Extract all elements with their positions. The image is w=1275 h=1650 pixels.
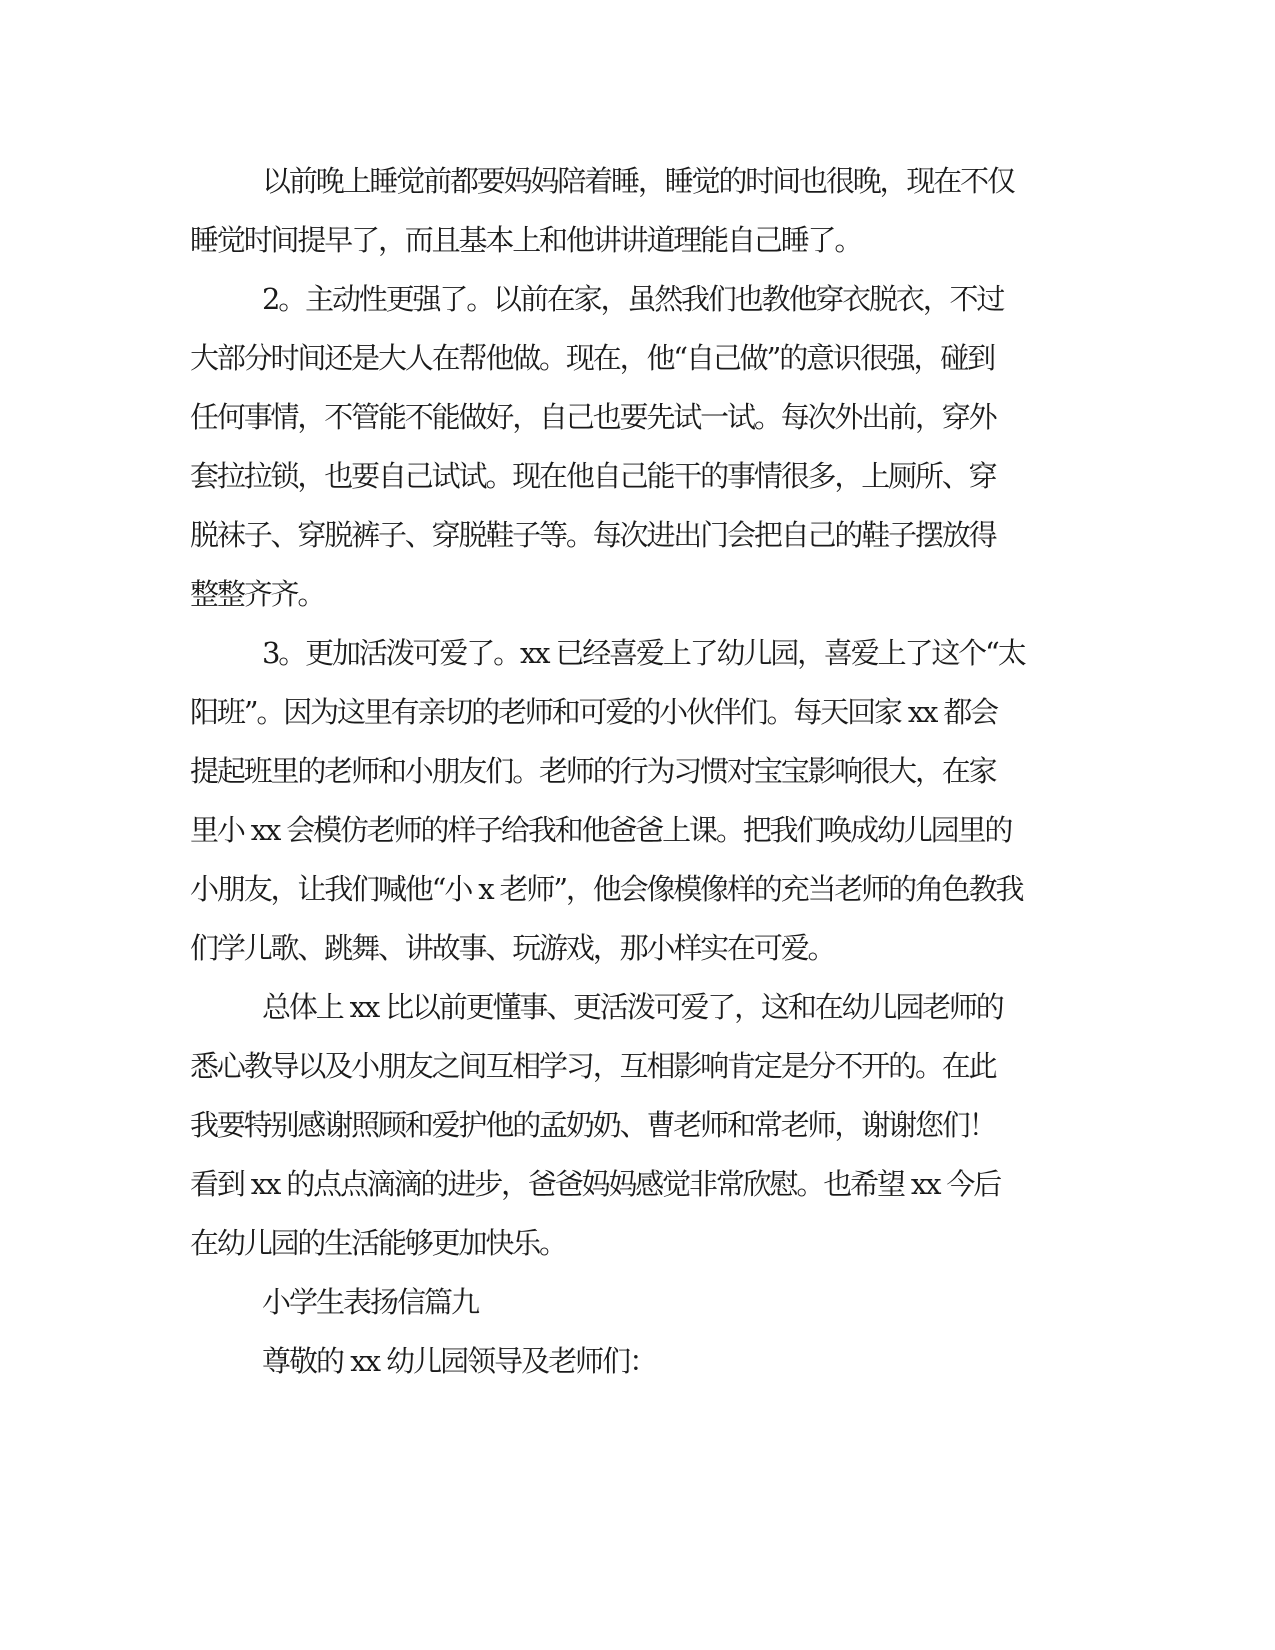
text-line: 悉心教导以及小朋友之间互相学习，互相影响肯定是分不开的。在此: [190, 1049, 996, 1083]
text-line: 我要特别感谢照顾和爱护他的孟奶奶、曹老师和常老师，谢谢您们！: [190, 1108, 996, 1142]
text-line: 脱袜子、穿脱裤子、穿脱鞋子等。每次进出门会把自己的鞋子摆放得: [190, 518, 996, 552]
text-line: 在幼儿园的生活能够更加快乐。: [190, 1226, 566, 1260]
text-line: 整整齐齐。: [190, 577, 325, 611]
salutation-line: 尊敬的 xx 幼儿园领导及老师们：: [262, 1344, 657, 1378]
text-line: 睡觉时间提早了，而且基本上和他讲讲道理能自己睡了。: [190, 223, 862, 257]
text-line: 2。主动性更强了。以前在家，虽然我们也教他穿衣脱衣，不过: [262, 282, 1004, 316]
text-line: 提起班里的老师和小朋友们。老师的行为习惯对宝宝影响很大，在家: [190, 754, 996, 788]
text-line: 里小 xx 会模仿老师的样子给我和他爸爸上课。把我们唤成幼儿园里的: [190, 813, 1012, 847]
text-line: 套拉拉锁，也要自己试试。现在他自己能干的事情很多，上厕所、穿: [190, 459, 996, 493]
text-line: 们学儿歌、跳舞、讲故事、玩游戏，那小样实在可爱。: [190, 931, 835, 965]
text-line: 任何事情，不管能不能做好，自己也要先试一试。每次外出前，穿外: [190, 400, 996, 434]
text-line: 小朋友，让我们喊他“小 x 老师”，他会像模像样的充当老师的角色教我: [190, 872, 1023, 906]
text-line: 看到 xx 的点点滴滴的进步，爸爸妈妈感觉非常欣慰。也希望 xx 今后: [190, 1167, 1001, 1201]
text-line: 阳班”。因为这里有亲切的老师和可爱的小伙伴们。每天回家 xx 都会: [190, 695, 998, 729]
text-line: 3。更加活泼可爱了。xx 已经喜爱上了幼儿园，喜爱上了这个“太: [262, 636, 1025, 670]
text-line: 总体上 xx 比以前更懂事、更活泼可爱了，这和在幼儿园老师的: [262, 990, 1003, 1024]
text-line: 以前晚上睡觉前都要妈妈陪着睡，睡觉的时间也很晚，现在不仅: [262, 164, 1014, 198]
section-heading: 小学生表扬信篇九: [262, 1285, 479, 1319]
text-line: 大部分时间还是大人在帮他做。现在，他“自己做”的意识很强，碰到: [190, 341, 995, 375]
